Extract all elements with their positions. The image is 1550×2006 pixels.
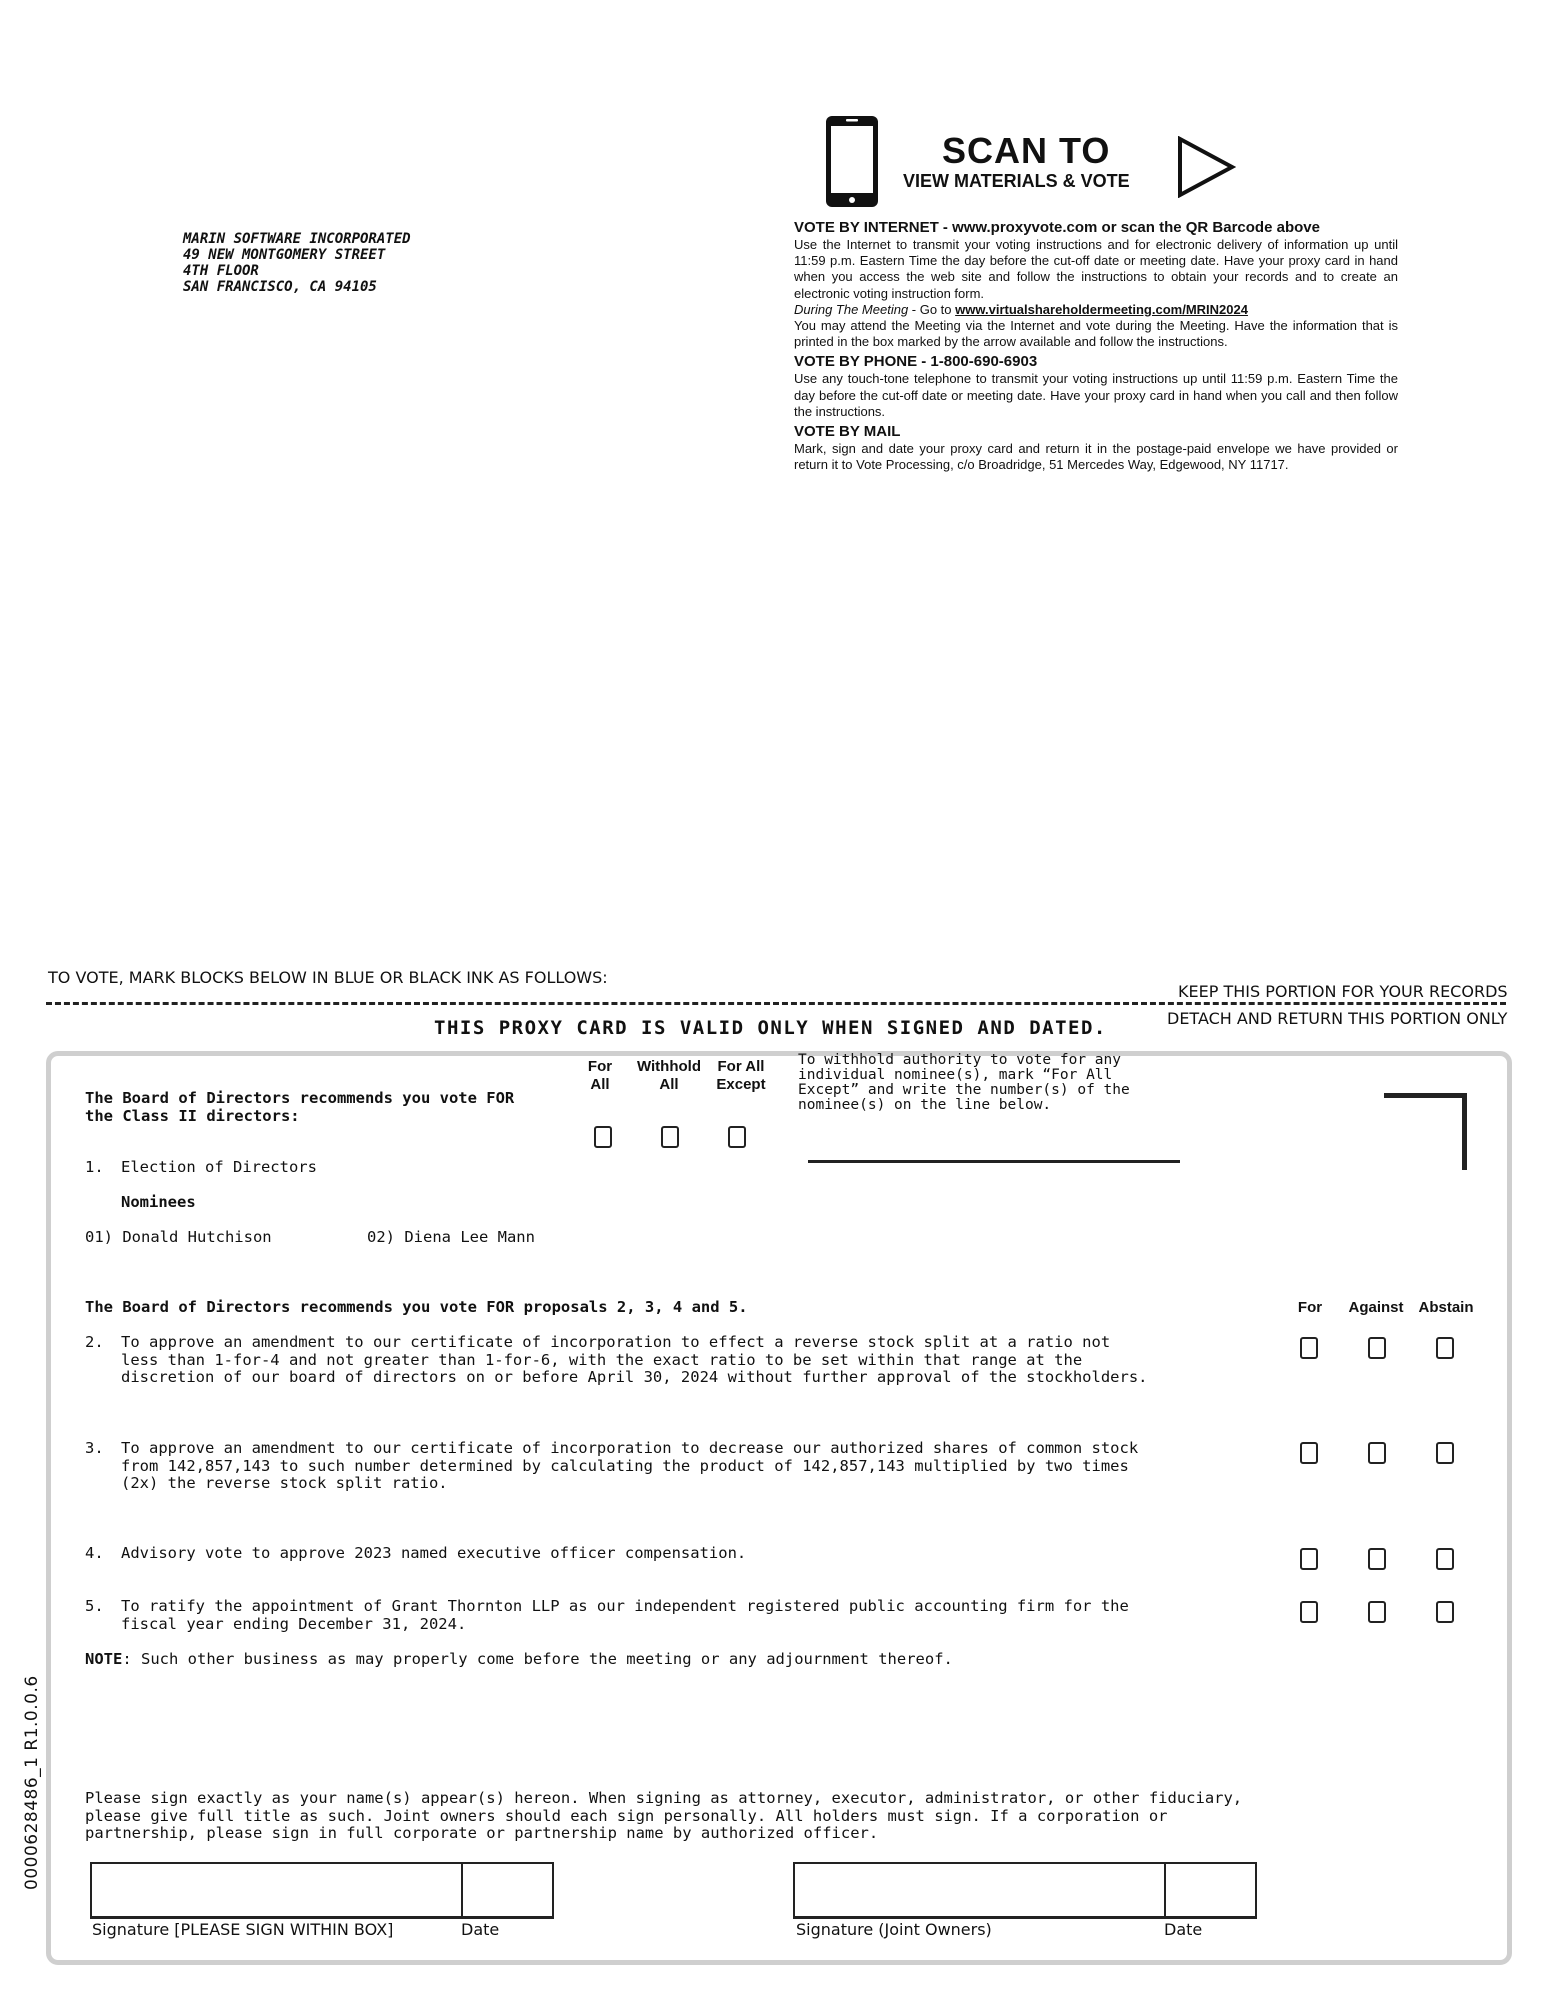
phone-heading: VOTE BY PHONE - 1-800-690-6903 <box>794 353 1038 371</box>
header-for-all-except: For All Except <box>716 1058 766 1093</box>
internet-text: Use the Internet to transmit your voting instructions and for electronic delivery of information up until 11:59 p.m. Eastern Time the day before the cut-off date or meeting date. Have your proxy card in hand when you access the web site and follow the instructions to obtain your records and to create an electronic voting instruction form. <box>794 237 1398 301</box>
address-line: 49 NEW MONTGOMERY STREET <box>183 247 386 263</box>
corner-mark <box>1384 1093 1467 1170</box>
date-label: Date <box>461 1920 500 1939</box>
nominees-label: Nominees <box>121 1193 196 1211</box>
company-address <box>183 231 411 295</box>
proposal-3-abstain-checkbox[interactable] <box>1436 1442 1454 1464</box>
smartphone-icon <box>824 114 880 209</box>
proposal-2-abstain-checkbox[interactable] <box>1436 1337 1454 1359</box>
proposal-5-abstain-checkbox[interactable] <box>1436 1601 1454 1623</box>
proposal-4-abstain-checkbox[interactable] <box>1436 1548 1454 1570</box>
note-label: NOTE <box>85 1650 123 1668</box>
proposal-4-for-checkbox[interactable] <box>1300 1548 1318 1570</box>
header-for-all: For All <box>587 1058 613 1093</box>
proposal-text: To approve an amendment to our certificate of incorporation to effect a reverse stock split at a ratio not less than 1-for-4 and not greater than 1-for-6, with the exact ratio to be set within that range at the discretion of our board of directors on or before April 30, 2024 without further approval of the stockholders. <box>121 1333 1148 1386</box>
joint-signature-label: Signature (Joint Owners) <box>796 1920 992 1939</box>
note <box>85 1651 953 1669</box>
scan-subtitle: VIEW MATERIALS & VOTE <box>903 171 1130 191</box>
proposal-3-for-checkbox[interactable] <box>1300 1442 1318 1464</box>
joint-signature-box[interactable] <box>793 1862 1257 1919</box>
signing-instructions: Please sign exactly as your name(s) appear(s) hereon. When signing as attorney, executor, administrator, or other fiduciary, please give full title as such. Joint owners should each sign personally. All holders must sign. If a corporation or partnership, please sign in full corporate or partnership name by authorized officer. <box>85 1789 1243 1842</box>
address-line: MARIN SOFTWARE INCORPORATED <box>183 231 411 247</box>
proposal-2-for-checkbox[interactable] <box>1300 1337 1318 1359</box>
play-arrow-icon <box>1176 136 1236 198</box>
note-text: : Such other business as may properly come before the meeting or any adjournment thereof. <box>122 1650 953 1668</box>
meeting-goto: - Go to <box>908 301 956 317</box>
board-recommendation-proposals: The Board of Directors recommends you vote FOR proposals 2, 3, 4 and 5. <box>85 1298 748 1316</box>
mark-instruction: TO VOTE, MARK BLOCKS BELOW IN BLUE OR BLACK INK AS FOLLOWS: <box>48 968 608 987</box>
voting-instructions <box>794 218 1398 473</box>
joint-date-label: Date <box>1164 1920 1203 1939</box>
proposal-number: 2. <box>85 1333 104 1351</box>
item-1-text: Election of Directors <box>121 1158 317 1176</box>
meeting-text: You may attend the Meeting via the Internet and vote during the Meeting. Have the information that is printed in the box marked by the arrow available and follow the instructions. <box>794 318 1398 350</box>
proposal-4-against-checkbox[interactable] <box>1368 1548 1386 1570</box>
nominee-01: 01) Donald Hutchison <box>85 1228 272 1246</box>
withhold-instruction: To withhold authority to vote for any individual nominee(s), mark “For All Except” and write the number(s) of the nominee(s) on the line below. <box>798 1052 1130 1113</box>
detach-portion-label: DETACH AND RETURN THIS PORTION ONLY <box>1167 1009 1508 1028</box>
proposal-text: To ratify the appointment of Grant Thornton LLP as our independent registered public accounting firm for the fiscal year ending December 31, 2024. <box>121 1597 1129 1633</box>
proposal-3-against-checkbox[interactable] <box>1368 1442 1386 1464</box>
scan-title: SCAN TO <box>942 130 1111 171</box>
meeting-label: During The Meeting <box>794 301 909 317</box>
proposal-number: 3. <box>85 1439 104 1457</box>
proposal-number: 5. <box>85 1597 104 1615</box>
item-1-number: 1. <box>85 1158 104 1176</box>
date-divider <box>1164 1864 1166 1916</box>
mail-heading: VOTE BY MAIL <box>794 423 901 441</box>
for-all-except-checkbox[interactable] <box>728 1126 746 1148</box>
board-recommendation-directors: The Board of Directors recommends you vote FOR the Class II directors: <box>85 1089 515 1125</box>
document-code: 0000628486_1 R1.0.0.6 <box>22 1675 42 1890</box>
proposal-5-against-checkbox[interactable] <box>1368 1601 1386 1623</box>
address-line: 4TH FLOOR <box>183 263 259 279</box>
signature-box[interactable] <box>90 1862 554 1919</box>
detach-line <box>46 1002 1506 1005</box>
signature-label: Signature [PLEASE SIGN WITHIN BOX] <box>92 1920 394 1939</box>
header-withhold-all: Withhold All <box>636 1058 701 1093</box>
nominee-number-line[interactable] <box>808 1160 1180 1163</box>
proposal-text: To approve an amendment to our certificate of incorporation to decrease our authorized shares of common stock from 142,857,143 to such number determined by calculating the product of 142,857,143 multiplied by two times (2x) the reverse stock split ratio. <box>121 1439 1139 1492</box>
proposal-text: Advisory vote to approve 2023 named executive officer compensation. <box>121 1544 747 1562</box>
proposal-2-against-checkbox[interactable] <box>1368 1337 1386 1359</box>
internet-heading: VOTE BY INTERNET - www.proxyvote.com or scan the QR Barcode above <box>794 219 1320 236</box>
header-for: For <box>1297 1299 1323 1316</box>
address-line: SAN FRANCISCO, CA 94105 <box>183 279 377 295</box>
valid-notice: THIS PROXY CARD IS VALID ONLY WHEN SIGNED AND DATED. <box>434 1017 1107 1039</box>
nominee-02: 02) Diena Lee Mann <box>367 1228 535 1246</box>
proposal-5-for-checkbox[interactable] <box>1300 1601 1318 1623</box>
proposal-number: 4. <box>85 1544 104 1562</box>
header-against: Against <box>1348 1299 1404 1316</box>
phone-text: Use any touch-tone telephone to transmit your voting instructions up until 11:59 p.m. Eastern Time the day before the cut-off date or meeting date. Have your proxy card in hand when you call and then follow the instructions. <box>794 371 1398 419</box>
mail-text: Mark, sign and date your proxy card and return it in the postage-paid envelope we have provided or return it to Vote Processing, c/o Broadridge, 51 Mercedes Way, Edgewood, NY 11717. <box>794 441 1398 473</box>
withhold-all-checkbox[interactable] <box>661 1126 679 1148</box>
date-divider <box>461 1864 463 1916</box>
meeting-line <box>794 302 1398 318</box>
meeting-url-link[interactable]: www.virtualshareholdermeeting.com/MRIN2024 <box>955 301 1248 317</box>
for-all-checkbox[interactable] <box>594 1126 612 1148</box>
keep-portion-label: KEEP THIS PORTION FOR YOUR RECORDS <box>1178 982 1508 1001</box>
header-abstain: Abstain <box>1418 1299 1474 1316</box>
